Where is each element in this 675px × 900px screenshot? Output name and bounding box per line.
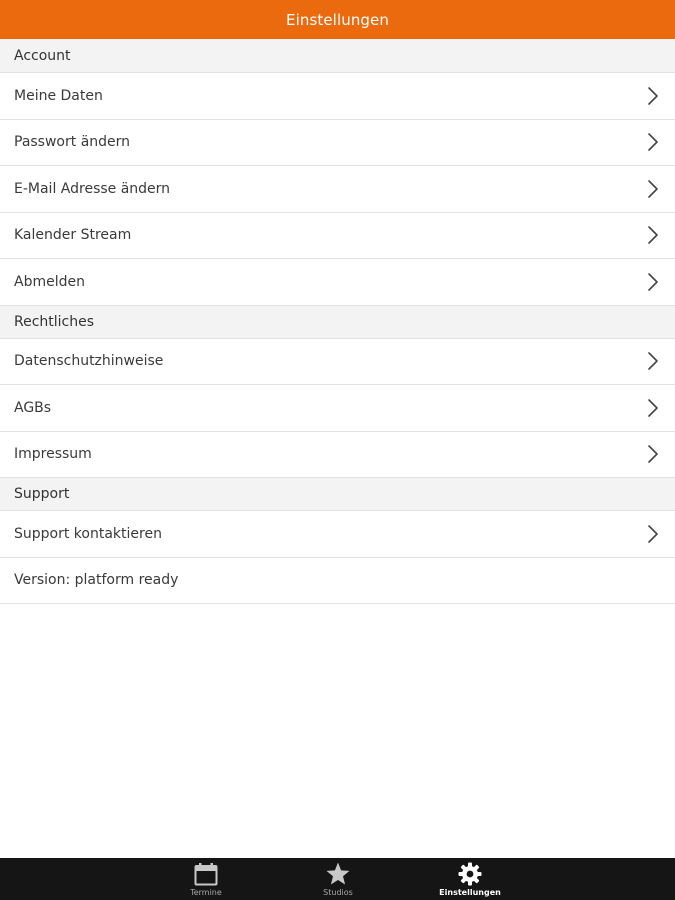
settings-item-agbs[interactable]: [0, 385, 675, 432]
chevron-right-icon: [647, 86, 659, 106]
settings-item-support-kontaktieren[interactable]: [0, 511, 675, 558]
chevron-right-icon: [647, 351, 659, 371]
gear-icon: [457, 861, 483, 887]
section-header-support: [0, 478, 675, 511]
settings-item-label: Datenschutzhinweise: [14, 353, 164, 370]
settings-item-label: Kalender Stream: [14, 227, 132, 244]
chevron-right-icon: [647, 444, 659, 464]
tab-termine[interactable]: [151, 858, 261, 900]
chevron-right-icon: [647, 132, 659, 152]
settings-item-meine-daten[interactable]: [0, 73, 675, 120]
chevron-right-icon: [647, 272, 659, 292]
tab-label: Studios: [323, 888, 353, 897]
version-info: [0, 558, 675, 605]
settings-item-label: AGBs: [14, 399, 52, 416]
chevron-right-icon: [647, 179, 659, 199]
bottom-tab-bar: [0, 858, 675, 900]
tab-label: Termine: [190, 888, 222, 897]
settings-item-label: Passwort ändern: [14, 134, 131, 151]
app-header: [0, 0, 675, 39]
settings-item-impressum[interactable]: [0, 432, 675, 479]
page-title: Einstellungen: [286, 10, 389, 29]
settings-item-label: Abmelden: [14, 273, 85, 290]
version-label: Version: platform ready: [14, 572, 179, 589]
chevron-right-icon: [647, 225, 659, 245]
tab-label: Einstellungen: [439, 888, 501, 897]
section-title: Account: [14, 47, 71, 64]
calendar-icon: [193, 861, 219, 887]
chevron-right-icon: [647, 398, 659, 418]
star-icon: [325, 861, 351, 887]
settings-item-email-aendern[interactable]: [0, 166, 675, 213]
section-title: Support: [14, 486, 70, 502]
tab-einstellungen[interactable]: [415, 858, 525, 900]
settings-item-label: Impressum: [14, 446, 92, 463]
chevron-right-icon: [647, 524, 659, 544]
settings-item-label: Support kontaktieren: [14, 525, 162, 542]
settings-list: [0, 39, 675, 604]
settings-item-datenschutzhinweise[interactable]: [0, 339, 675, 386]
section-header-rechtliches: [0, 306, 675, 339]
settings-item-label: E-Mail Adresse ändern: [14, 180, 171, 197]
section-header-account: [0, 39, 675, 73]
settings-item-kalender-stream[interactable]: [0, 213, 675, 260]
settings-item-passwort-aendern[interactable]: [0, 120, 675, 167]
tab-studios[interactable]: [283, 858, 393, 900]
settings-item-label: Meine Daten: [14, 87, 103, 104]
section-title: Rechtliches: [14, 313, 95, 330]
settings-item-abmelden[interactable]: [0, 259, 675, 306]
